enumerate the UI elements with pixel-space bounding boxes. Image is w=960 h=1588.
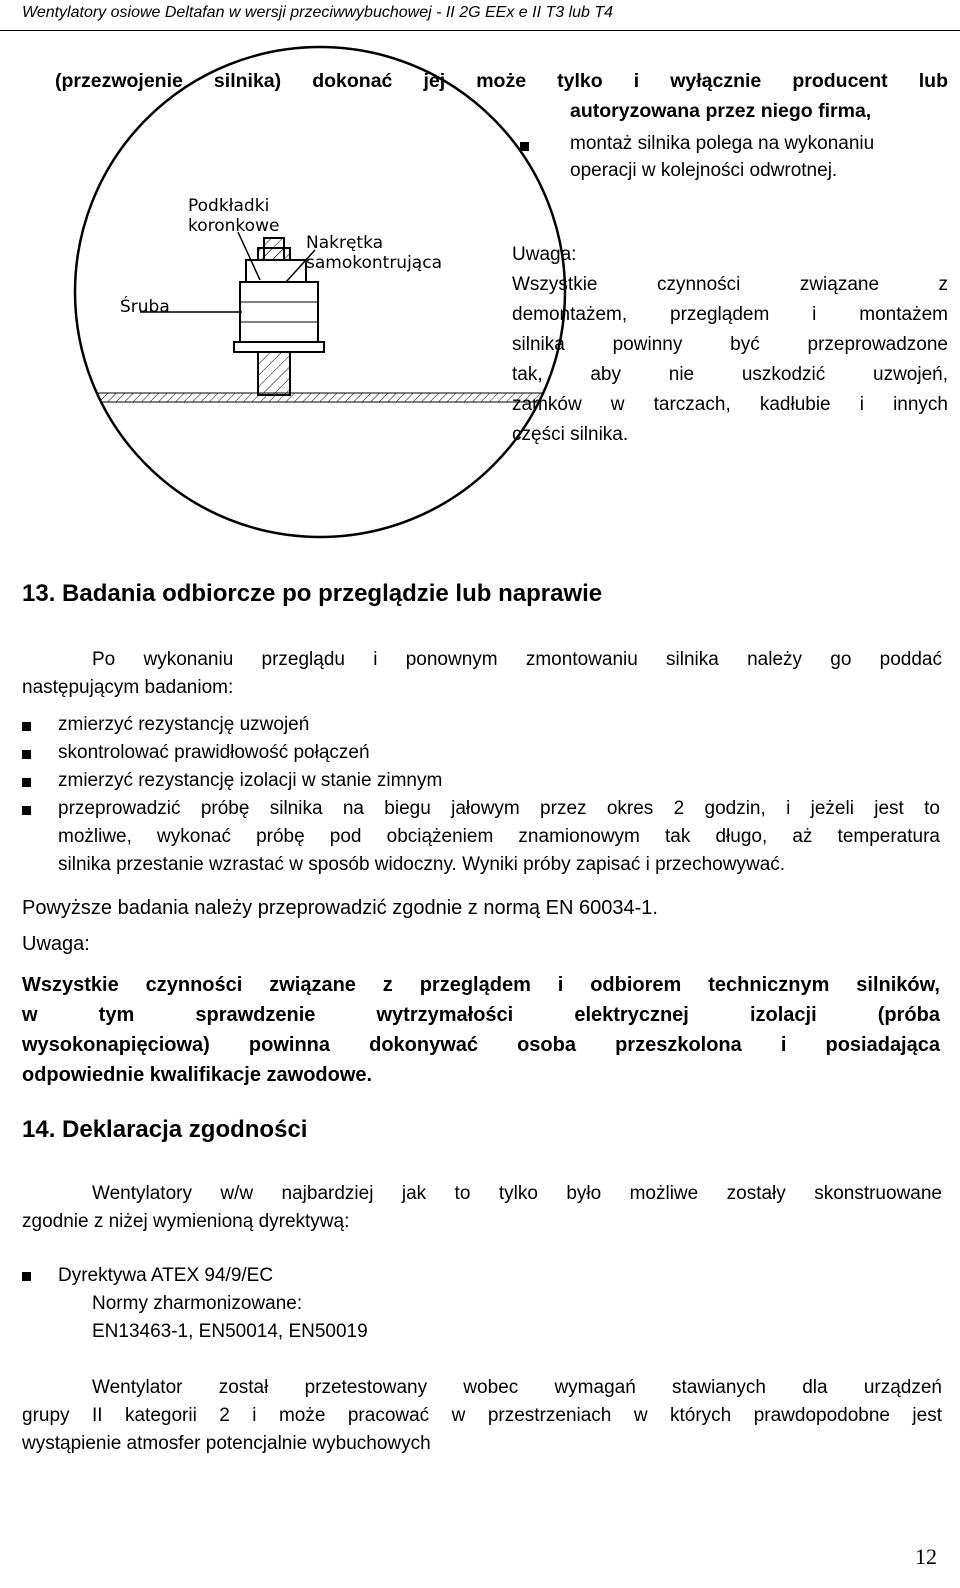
bullet-square bbox=[22, 722, 31, 731]
section-13-intro-2: następującym badaniom: bbox=[22, 677, 234, 698]
label-sruba: Śruba bbox=[120, 297, 170, 317]
s13-bullet-3: zmierzyć rezystancję izolacji w stanie zimnym bbox=[58, 770, 443, 791]
note2-line: Wszystkie czynności związane z przeglądem i odbiorem technicznym silników, bbox=[22, 974, 940, 996]
s13-bullet-4-cont-1: możliwe, wykonać próbę pod obciążeniem znamionowym tak długo, aż temperatura bbox=[58, 826, 940, 847]
norms-list: EN13463-1, EN50014, EN50019 bbox=[92, 1321, 368, 1342]
label-samokontrujaca: samokontrująca bbox=[306, 253, 442, 273]
note1-line: tak, aby nie uszkodzić uzwojeń, bbox=[512, 364, 948, 385]
bullet-square bbox=[22, 750, 31, 759]
bullet-square bbox=[22, 806, 31, 815]
s13-bullet-4-cont-2: silnika przestanie wzrastać w sposób widoczny. Wyniki próby zapisać i przechowywać. bbox=[58, 854, 786, 875]
note1-line: demontażem, przeglądem i montażem bbox=[512, 304, 948, 325]
note2-title: Uwaga: bbox=[22, 933, 90, 955]
s13-bullet-2: skontrolować prawidłowość połączeń bbox=[58, 742, 370, 763]
closing-line-1: Wentylator został przetestowany wobec wymagań stawianych dla urządzeń bbox=[92, 1377, 942, 1398]
base-plate bbox=[60, 393, 580, 402]
note1-line: części silnika. bbox=[512, 424, 629, 445]
bullet-square bbox=[22, 1272, 31, 1281]
note2-line: odpowiednie kwalifikacje zawodowe. bbox=[22, 1064, 373, 1086]
note1-line: zamków w tarczach, kadłubie i innych bbox=[512, 394, 948, 415]
washer-top bbox=[246, 260, 306, 282]
note1-title: Uwaga: bbox=[512, 244, 577, 265]
norms-label: Normy zharmonizowane: bbox=[92, 1293, 303, 1314]
note1-line: silnika powinny być przeprowadzone bbox=[512, 334, 948, 355]
label-podkladki: Podkładki bbox=[188, 196, 270, 216]
note2-line: w tym sprawdzenie wytrzymałości elektrycznej izolacji (próba bbox=[22, 1004, 940, 1026]
s13-bullet-1: zmierzyć rezystancję uzwojeń bbox=[58, 714, 310, 735]
page-number: 12 bbox=[915, 1544, 937, 1569]
nut bbox=[240, 282, 318, 342]
norm-line: Powyższe badania należy przeprowadzić zgodnie z normą EN 60034-1. bbox=[22, 897, 658, 919]
section-14-intro-1: Wentylatory w/w najbardziej jak to tylko było możliwe zostały skonstruowane bbox=[92, 1183, 942, 1204]
top-line-2: autoryzowana przez niego firma, bbox=[570, 100, 872, 122]
top-bullet-line-2: operacji w kolejności odwrotnej. bbox=[570, 160, 838, 181]
label-koronkowe: koronkowe bbox=[188, 216, 280, 236]
bolt-end bbox=[264, 238, 284, 260]
section-14-intro-2: zgodnie z niżej wymienioną dyrektywą: bbox=[22, 1211, 350, 1232]
running-header: Wentylatory osiowe Deltafan w wersji przeciwwybuchowej - II 2G EEx e II T3 lub T4 bbox=[22, 4, 614, 21]
note1-block bbox=[512, 240, 948, 450]
section-13-intro-1: Po wykonaniu przeglądu i ponownym zmontowaniu silnika należy go poddać bbox=[92, 649, 942, 670]
closing-line-3: wystąpienie atmosfer potencjalnie wybuchowych bbox=[22, 1433, 431, 1454]
directive: Dyrektywa ATEX 94/9/EC bbox=[58, 1265, 274, 1286]
closing-line-2: grupy II kategorii 2 i może pracować w przestrzeniach w których prawdopodobne jest bbox=[22, 1405, 942, 1426]
note1-line: Wszystkie czynności związane z bbox=[512, 274, 948, 295]
washer-bottom bbox=[234, 342, 324, 352]
bullet-square bbox=[22, 778, 31, 787]
label-nakretka: Nakrętka bbox=[306, 233, 384, 253]
note2-line: wysokonapięciowa) powinna dokonywać osoba przeszkolona i posiadająca bbox=[22, 1034, 940, 1056]
s13-bullet-4: przeprowadzić próbę silnika na biegu jałowym przez okres 2 godzin, i jeżeli jest to bbox=[58, 798, 940, 819]
section-13-heading: 13. Badania odbiorcze po przeglądzie lub naprawie bbox=[22, 580, 603, 607]
detail-circle bbox=[75, 47, 565, 537]
section-14-heading: 14. Deklaracja zgodności bbox=[22, 1116, 308, 1143]
top-bullet-line-1: montaż silnika polega na wykonaniu bbox=[570, 133, 875, 154]
top-line-1: (przezwojenie silnika) dokonać jej może tylko i wyłącznie producent lub bbox=[55, 70, 948, 92]
